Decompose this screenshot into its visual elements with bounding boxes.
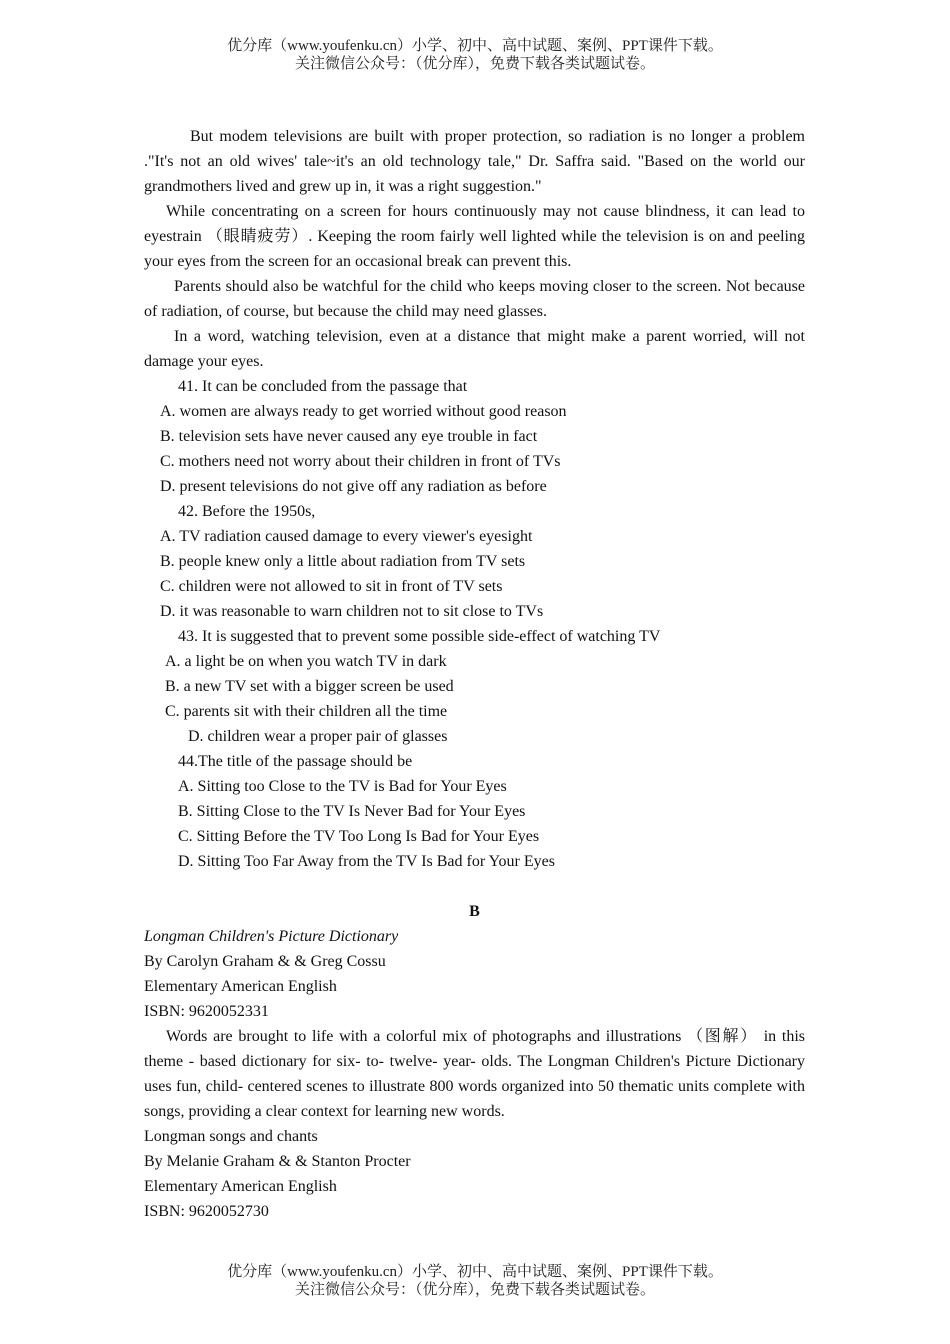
question-option: D. present televisions do not give off any radiation as before xyxy=(160,478,547,495)
document-body xyxy=(144,124,805,1224)
page-footer xyxy=(0,1263,950,1299)
paragraph-4: In a word, watching television, even at a distance that might make a parent worried, will not damage your eyes. xyxy=(144,328,805,370)
page-header xyxy=(0,37,950,73)
question-option: A. TV radiation caused damage to every viewer's eyesight xyxy=(160,528,533,545)
question-option: B. Sitting Close to the TV Is Never Bad for Your Eyes xyxy=(178,803,526,820)
book-authors: By Carolyn Graham & & Greg Cossu xyxy=(144,953,386,970)
question-option: C. mothers need not worry about their children in front of TVs xyxy=(160,453,561,470)
question-option: C. parents sit with their children all the time xyxy=(165,703,448,720)
question-44 xyxy=(144,749,805,874)
question-option: D. children wear a proper pair of glasses xyxy=(188,728,448,745)
question-option: B. a new TV set with a bigger screen be used xyxy=(165,678,454,695)
question-stem: 43. It is suggested that to prevent some possible side-effect of watching TV xyxy=(178,628,661,645)
header-line-1: 优分库（www.youfenku.cn）小学、初中、高中试题、案例、PPT课件下载。 xyxy=(227,38,723,54)
question-option: D. Sitting Too Far Away from the TV Is Bad for Your Eyes xyxy=(178,853,555,870)
question-option: A. a light be on when you watch TV in dark xyxy=(165,653,447,670)
question-option: A. women are always ready to get worried without good reason xyxy=(160,403,567,420)
question-42 xyxy=(144,499,805,624)
question-option: C. Sitting Before the TV Too Long Is Bad for Your Eyes xyxy=(178,828,540,845)
question-option: B. people knew only a little about radiation from TV sets xyxy=(160,553,526,570)
paragraph-3: Parents should also be watchful for the child who keeps moving closer to the screen. Not because of radiation, of course, but because the child may need glasses. xyxy=(144,278,805,320)
paragraph-2: While concentrating on a screen for hours continuously may not cause blindness, it can lead to eyestrain （眼睛疲劳）. Keeping the room fairly well lighted while the television is on and peeling your eyes from the screen for an occasional break can prevent this. xyxy=(144,203,805,270)
book-authors: By Melanie Graham & & Stanton Procter xyxy=(144,1153,411,1170)
question-43 xyxy=(144,624,805,749)
book-isbn: ISBN: 9620052331 xyxy=(144,1003,269,1020)
footer-line-2: 关注微信公众号：（优分库），免费下载各类试题试卷。 xyxy=(294,1282,655,1298)
question-stem: 41. It can be concluded from the passage that xyxy=(178,378,468,395)
question-option: B. television sets have never caused any eye trouble in fact xyxy=(160,428,538,445)
question-option: C. children were not allowed to sit in front of TV sets xyxy=(160,578,503,595)
question-option: A. Sitting too Close to the TV is Bad for Your Eyes xyxy=(178,778,507,795)
book-isbn: ISBN: 9620052730 xyxy=(144,1203,269,1220)
question-41 xyxy=(144,374,805,499)
blank-line xyxy=(144,874,805,899)
book-level: Elementary American English xyxy=(144,1178,337,1195)
question-stem: 44.The title of the passage should be xyxy=(178,753,413,770)
book-level: Elementary American English xyxy=(144,978,337,995)
section-heading: B xyxy=(469,903,480,920)
footer-line-1: 优分库（www.youfenku.cn）小学、初中、高中试题、案例、PPT课件下载。 xyxy=(227,1264,723,1280)
book-description: Words are brought to life with a colorful mix of photographs and illustrations （图解） in this theme - based dictionary for six- to- twelve- year- olds. The Longman Children's Picture Dictionary uses fun, child- centered scenes to illustrate 800 words organized into 50 thematic units complete with songs, providing a clear context for learning new words. xyxy=(144,1028,805,1120)
book-title: Longman Children's Picture Dictionary xyxy=(144,928,399,945)
question-stem: 42. Before the 1950s, xyxy=(178,503,316,520)
question-option: D. it was reasonable to warn children not to sit close to TVs xyxy=(160,603,544,620)
paragraph-1: But modem televisions are built with proper protection, so radiation is no longer a problem ."It's not an old wives' tale~it's an old technology tale," Dr. Saffra said. "Based on the world our grandmothers lived and grew up in, it was a right suggestion." xyxy=(144,128,805,195)
header-line-2: 关注微信公众号：（优分库），免费下载各类试题试卷。 xyxy=(294,56,655,72)
book-title: Longman songs and chants xyxy=(144,1128,318,1145)
